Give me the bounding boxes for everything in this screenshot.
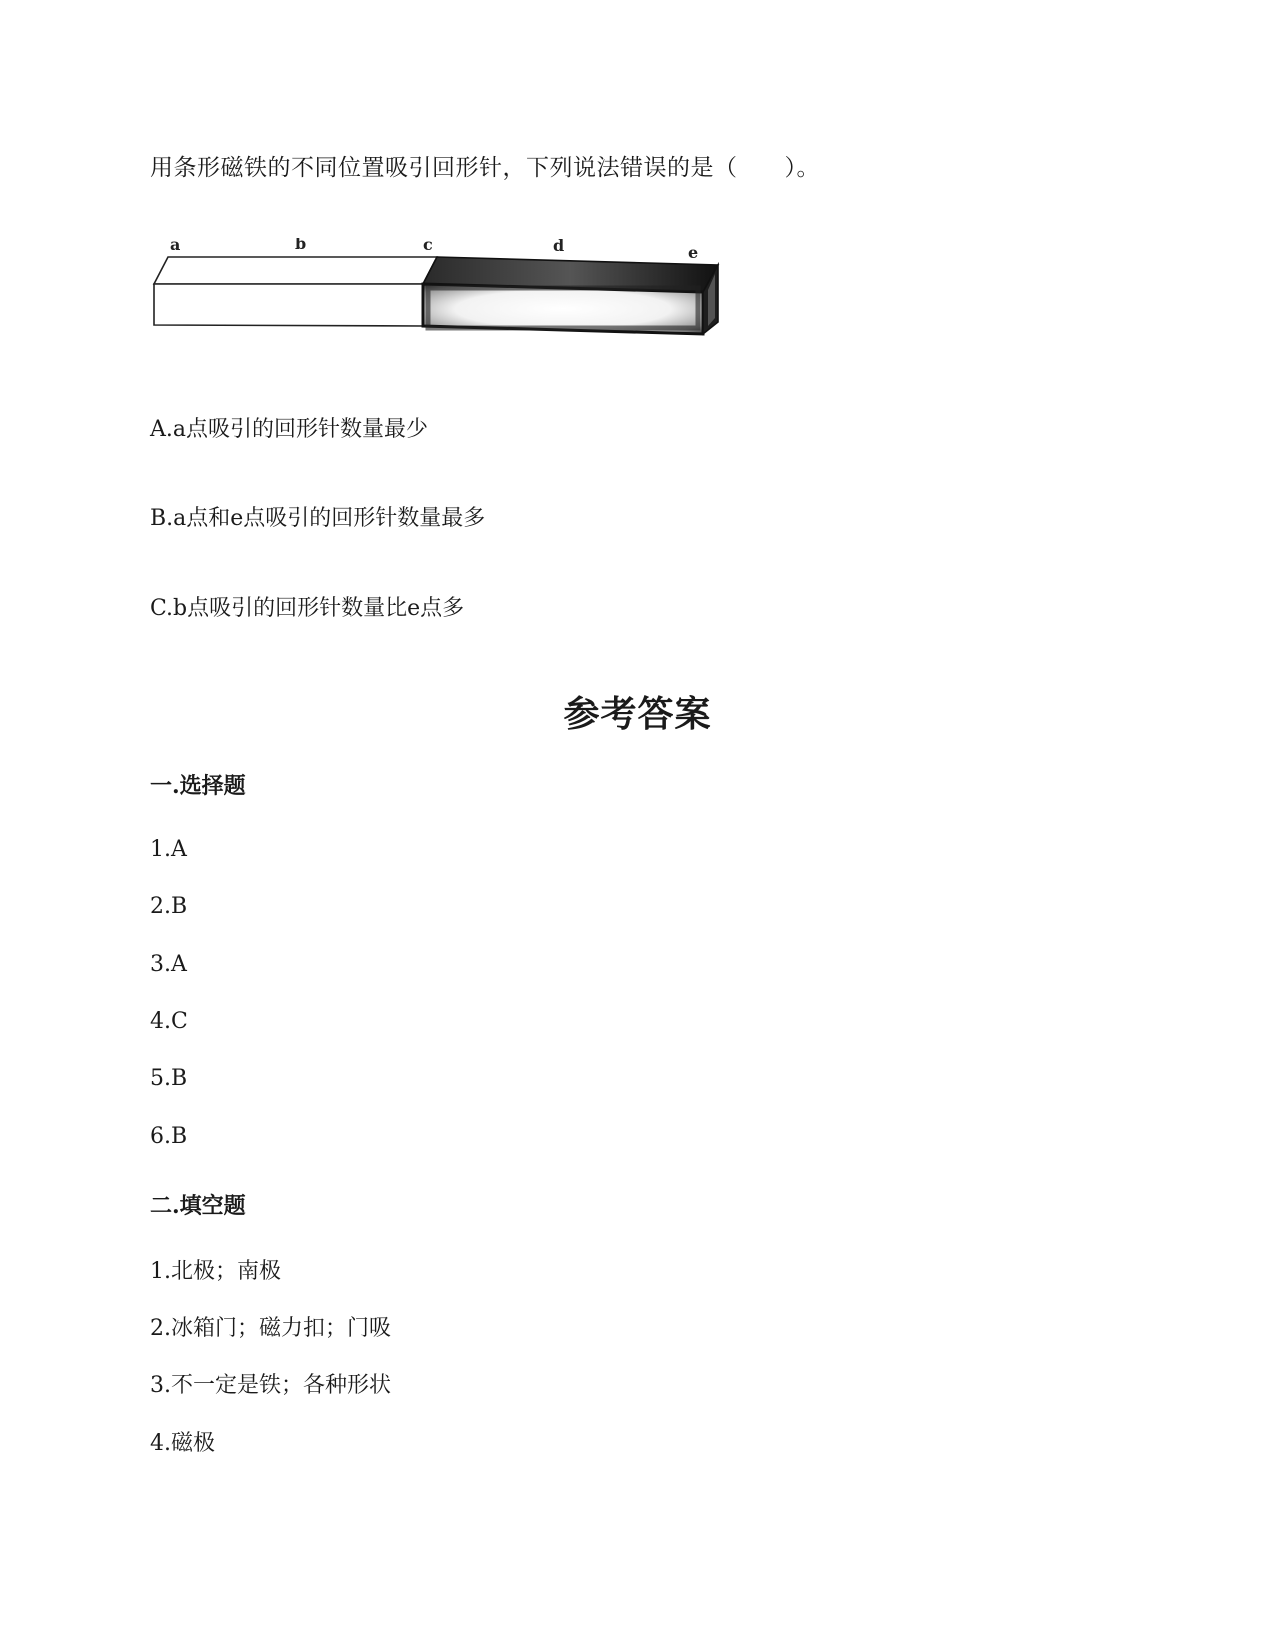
answer-item: 4.C [150, 1009, 188, 1034]
answer-item: 1.北极；南极 [150, 1259, 281, 1284]
figure-label-c: c [423, 238, 433, 254]
answer-item: 3.不一定是铁；各种形状 [150, 1373, 391, 1398]
option-c: C.b点吸引的回形针数量比e点多 [150, 596, 465, 621]
option-a: A.a点吸引的回形针数量最少 [150, 417, 428, 442]
answer-item: 6.B [150, 1124, 188, 1149]
question-text: 用条形磁铁的不同位置吸引回形针，下列说法错误的是（ ）。 [150, 155, 820, 181]
figure-label-e: e [688, 243, 699, 262]
option-b: B.a点和e点吸引的回形针数量最多 [150, 506, 486, 531]
figure-label-a: a [170, 238, 181, 254]
magnet-dark-half [423, 257, 718, 334]
section-title-multiple-choice: 一.选择题 [150, 773, 246, 799]
figure-label-d: d [553, 238, 565, 255]
answer-item: 4.磁极 [150, 1431, 215, 1456]
answer-item: 3.A [150, 952, 187, 977]
answer-item: 2.冰箱门；磁力扣；门吸 [150, 1316, 391, 1341]
section-title-fill-in-blank: 二.填空题 [150, 1193, 246, 1219]
magnet-light-half [154, 257, 437, 326]
figure-label-b: b [295, 238, 307, 253]
answer-item: 5.B [150, 1066, 188, 1091]
bar-magnet-illustration [150, 238, 730, 358]
answer-key-title: 参考答案 [563, 693, 712, 735]
answer-item: 1.A [150, 837, 187, 862]
answer-item: 2.B [150, 894, 188, 919]
bar-magnet-figure [150, 238, 730, 358]
